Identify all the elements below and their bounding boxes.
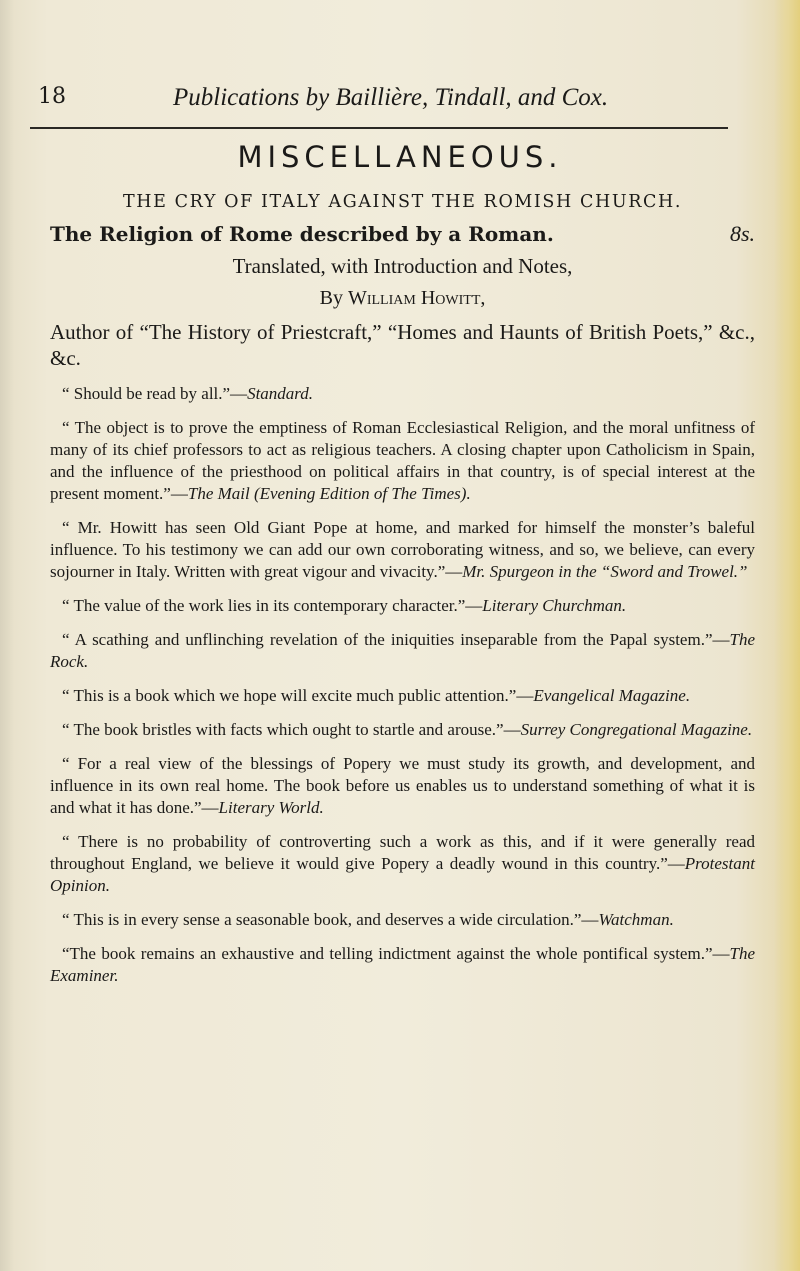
review-text: “ Should be read by all.”— [62, 384, 248, 403]
review-source: The Mail (Evening Edition of The Times). [187, 484, 471, 503]
review-source: Standard. [247, 384, 314, 403]
section-title: MISCELLANEOUS. [237, 140, 563, 174]
review-source: The Examiner. [50, 944, 755, 985]
author-name: William Howitt, [347, 287, 486, 309]
review-text: “ There is no probability of controverting such a work as this, and if it were generally read throughout England, we believe it would give Popery a deadly wound in this country.”— [50, 832, 755, 873]
review-text: “The book remains an exhaustive and telling indictment against the whole pontifical system.”— [62, 944, 730, 963]
review-text: “ Mr. Howitt has seen Old Giant Pope at home, and marked for himself the monster’s baleful influence. To his testimony we can add our own corroborating witness, and so, we believe, can every sojourner in Italy. Written with great vigour and vivacity.”— [50, 518, 755, 581]
review-quote [50, 517, 755, 583]
review-quote [50, 909, 755, 931]
review-quote [50, 595, 755, 617]
review-source: Watchman. [598, 910, 674, 929]
review-quote [50, 629, 755, 673]
review-text: “ A scathing and unflinching revelation of the iniquities inseparable from the Papal system.”— [62, 630, 730, 649]
review-quote [50, 417, 755, 505]
page-edge-discoloration [774, 0, 800, 1271]
author-line [50, 287, 755, 309]
review-source: Protestant Opinion. [50, 854, 755, 895]
translation-note: Translated, with Introduction and Notes, [232, 254, 573, 278]
review-list [50, 383, 755, 987]
author-by: By [319, 287, 343, 309]
book-title: THE CRY OF ITALY AGAINST THE ROMISH CHURCH. [122, 192, 683, 212]
review-quote [50, 719, 755, 741]
book-subtitle: The Religion of Rome described by a Roman. [50, 222, 554, 246]
review-text: “ The book bristles with facts which ought to startle and arouse.”— [62, 720, 521, 739]
page-gutter-shadow [0, 0, 14, 1271]
review-text: “ This is a book which we hope will excite much public attention.”— [62, 686, 534, 705]
review-source: Literary Churchman. [482, 596, 627, 615]
review-source: Literary World. [218, 798, 324, 817]
review-quote [50, 685, 755, 707]
running-head: Publications by Baillière, Tindall, and Cox. [173, 84, 609, 111]
review-quote [50, 831, 755, 897]
review-source: Evangelical Magazine. [533, 686, 691, 705]
page-header [38, 84, 738, 124]
review-source: The Rock. [50, 630, 755, 671]
book-price: 8s. [729, 221, 755, 246]
review-text: “ For a real view of the blessings of Popery we must study its growth, and development, and influence in its own real home. The book before us enables us to understand something of what it is and what it has done.”— [50, 754, 755, 817]
review-quote [50, 753, 755, 819]
subtitle-line [50, 223, 755, 245]
header-rule [30, 127, 728, 129]
author-credits: Author of “The History of Priestcraft,” “Homes and Haunts of British Poets,” &c., &c. [50, 320, 755, 370]
review-source: Surrey Congregational Magazine. [520, 720, 753, 739]
book-entry [50, 190, 755, 999]
page-number: 18 [38, 84, 66, 109]
review-text: “ This is in every sense a seasonable book, and deserves a wide circulation.”— [62, 910, 599, 929]
review-source: Mr. Spurgeon in the “Sword and Trowel.” [462, 562, 748, 581]
review-text: “ The value of the work lies in its contemporary character.”— [62, 596, 483, 615]
review-text: “ The object is to prove the emptiness of Roman Ecclesiastical Religion, and the moral unfitness of many of its chief professors to act as religious teachers. A closing chapter upon Catholicism in Spain, and the influence of the priesthood on political affairs in that country, is of special interest at the present moment.”— [50, 418, 755, 503]
review-quote [50, 943, 755, 987]
review-quote [50, 383, 755, 405]
